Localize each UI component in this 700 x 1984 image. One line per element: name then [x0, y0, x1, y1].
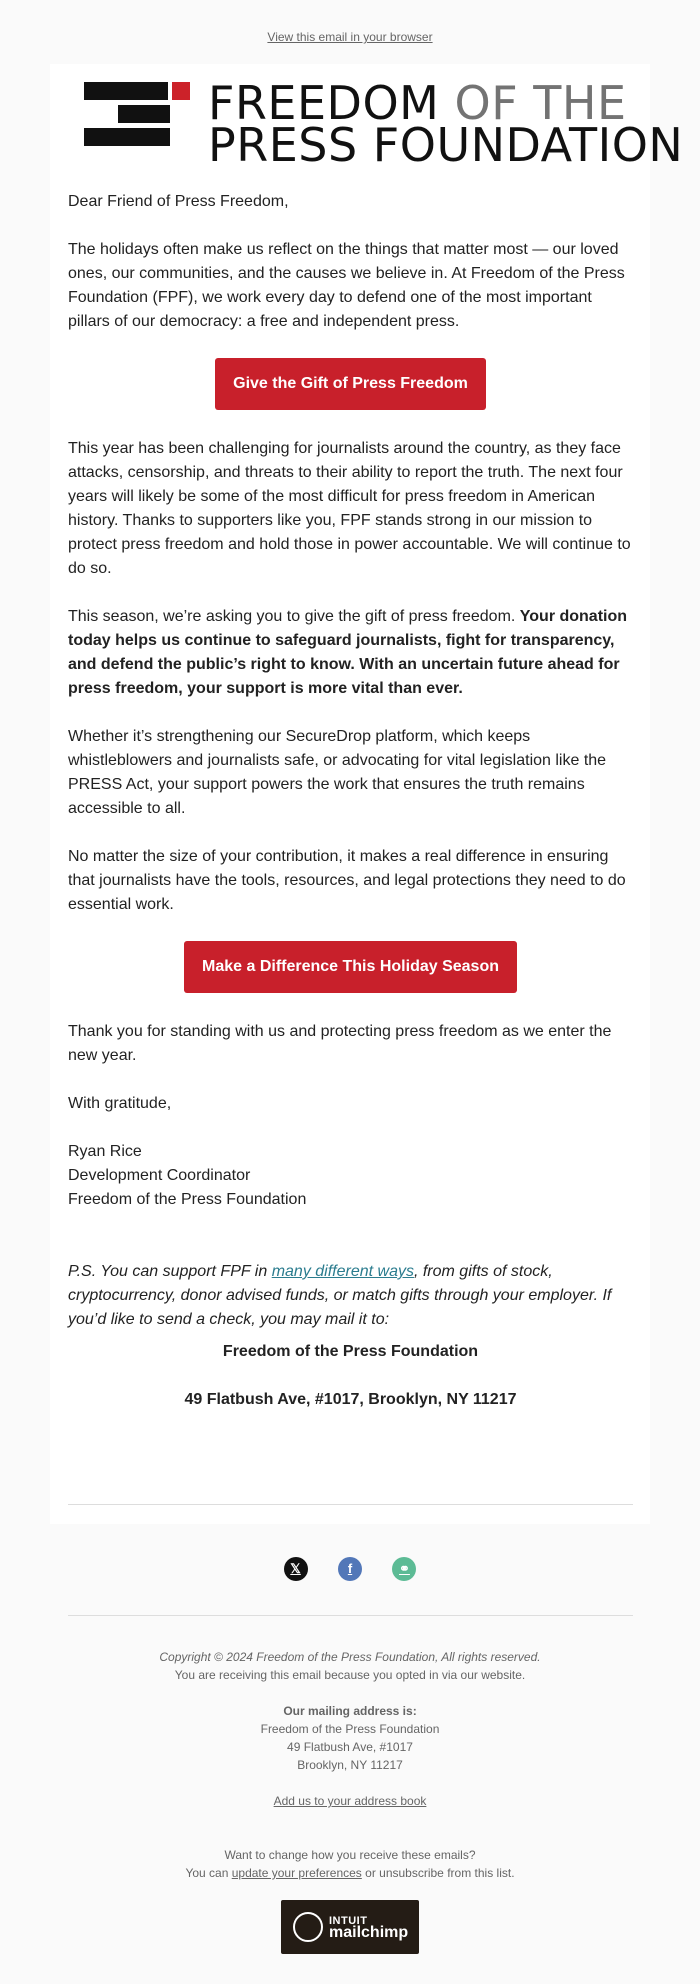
ask-bold-text: Your donation today helps us continue to safeguard journalists, fight for transparency, and defend the public’s right to know. With an uncertain future ahead for press freedom, your support is more vital than ever.	[68, 608, 628, 697]
copyright: Copyright © 2024 Freedom of the Press Foundation, All rights reserved.	[159, 1650, 541, 1664]
x-icon[interactable]: 𝕏	[284, 1557, 308, 1581]
mailing-address-name: Freedom of the Press Foundation	[222, 1343, 479, 1360]
update-preferences-link[interactable]: update your preferences	[231, 1866, 362, 1880]
signature-name: Ryan Rice	[68, 1143, 142, 1160]
change-prompt: Want to change how you receive these emails?	[224, 1848, 476, 1862]
logo-bar-bottom	[84, 128, 170, 146]
mailing-label: Our mailing address is:	[283, 1704, 417, 1718]
paragraph-ask	[68, 605, 633, 701]
closing: With gratitude,	[68, 1095, 172, 1112]
link-icon[interactable]: ⚭	[392, 1557, 416, 1581]
footer-address-3: Brooklyn, NY 11217	[297, 1758, 403, 1772]
mailchimp-logo-icon	[293, 1912, 323, 1942]
preferences-line	[0, 1864, 700, 1882]
paragraph-thanks: Thank you for standing with us and protecting press freedom as we enter the new year.	[68, 1023, 612, 1064]
signature	[68, 1140, 633, 1212]
email-card	[50, 64, 684, 1524]
address-book-link[interactable]: Add us to your address book	[273, 1794, 427, 1808]
paragraph-contribution: No matter the size of your contribution, it makes a real difference in ensuring that journalists have the tools, resources, and legal protections they need to do essential work.	[68, 848, 626, 913]
postscript	[68, 1260, 633, 1332]
view-in-browser-link[interactable]: View this email in your browser	[267, 30, 433, 44]
mailchimp-wordmark: mailchimp	[329, 1924, 409, 1941]
logo-freedom: FREEDOM	[208, 76, 440, 130]
logo-text-line2: PRESS FOUNDATION	[208, 118, 684, 172]
greeting: Dear Friend of Press Freedom,	[68, 193, 289, 210]
opt-in-reason: You are receiving this email because you opted in via our website.	[174, 1668, 526, 1682]
paragraph-challenge: This year has been challenging for journalists around the country, as they face attacks, censorship, and threats to their ability to report the truth. The next four years will likely be some of the most difficult for press freedom in American history. Thanks to supporters like you, FPF stands strong in our mission to protect press freedom and hold those in power accountable. We will continue to do so.	[68, 440, 631, 577]
footer	[0, 1648, 700, 1959]
ps-text-a: P.S. You can support FPF in	[68, 1263, 272, 1280]
mailchimp-intuit: INTUIT	[329, 1915, 368, 1927]
card-divider	[68, 1504, 633, 1505]
paragraph-intro: The holidays often make us reflect on the things that matter most — our loved ones, our communities, and the causes we believe in. At Freedom of the Press Foundation (FPF), we work every day to defend one of the most important pillars of our democracy: a free and independent press.	[68, 241, 625, 330]
facebook-icon[interactable]: f	[338, 1557, 362, 1581]
social-links	[0, 1557, 700, 1581]
ways-to-give-link[interactable]: many different ways	[271, 1263, 414, 1280]
signature-org: Freedom of the Press Foundation	[68, 1191, 307, 1208]
unsubscribe-text: or unsubscribe from this list.	[361, 1866, 515, 1880]
signature-title: Development Coordinator	[68, 1167, 251, 1184]
email-body	[68, 190, 633, 1436]
ps-text-b: , from gifts of stock, cryptocurrency, donor advised funds, or match gifts through your employer. If you’d like to send a check, you may mail it to:	[68, 1263, 612, 1328]
mailing-address-street: 49 Flatbush Ave, #1017, Brooklyn, NY 11217	[184, 1391, 517, 1408]
make-difference-button[interactable]: Make a Difference This Holiday Season	[184, 941, 517, 993]
logo-of-the: OF THE	[439, 76, 627, 130]
you-can-text: You can	[185, 1866, 232, 1880]
logo-bar-top	[84, 82, 168, 100]
footer-address-1: Freedom of the Press Foundation	[260, 1722, 440, 1736]
mailchimp-badge[interactable]	[281, 1900, 419, 1954]
paragraph-securedrop: Whether it’s strengthening our SecureDrop platform, which keeps whistleblowers and journalists safe, or advocating for vital legislation like the PRESS Act, your support powers the work that ensures the truth remains accessible to all.	[68, 728, 607, 817]
give-gift-button[interactable]: Give the Gift of Press Freedom	[215, 358, 486, 410]
logo-red-square	[172, 82, 190, 100]
fpf-logo[interactable]	[84, 76, 684, 172]
footer-divider	[68, 1615, 633, 1616]
logo-bar-middle	[118, 105, 170, 123]
preheader	[0, 0, 700, 44]
footer-address-2: 49 Flatbush Ave, #1017	[287, 1740, 413, 1754]
ask-text: This season, we’re asking you to give the gift of press freedom.	[68, 608, 520, 625]
